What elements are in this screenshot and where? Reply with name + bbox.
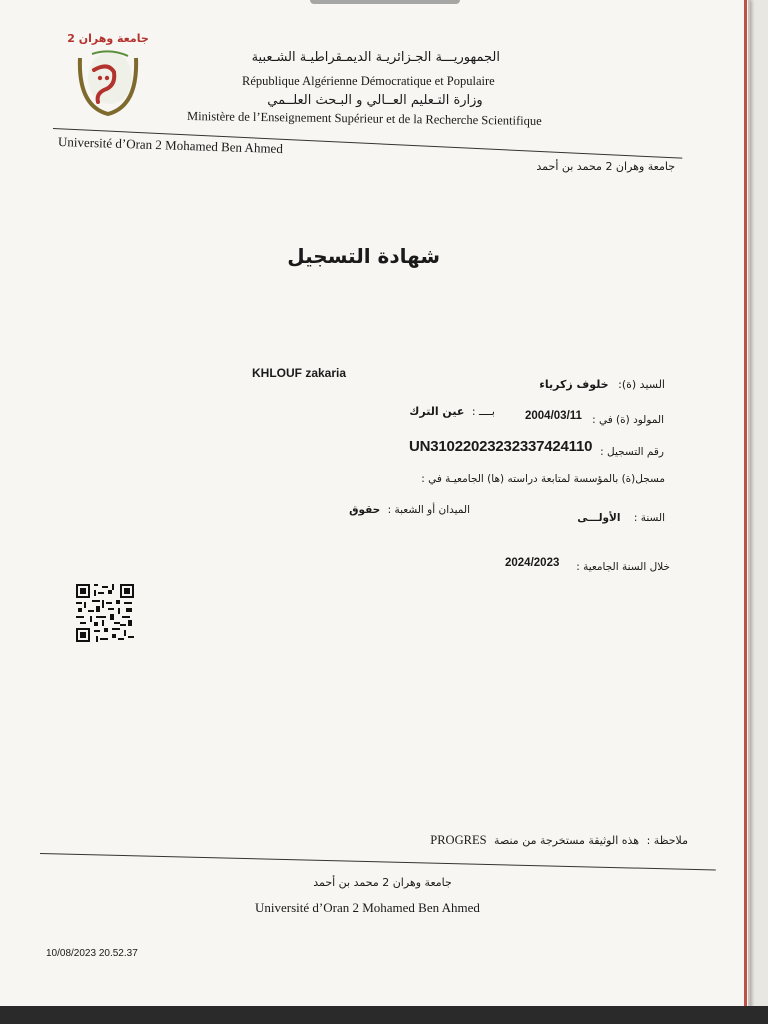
note-row [400,833,688,848]
field-row [349,504,470,516]
enrollment-statement: مسجل(ة) بالمؤسسة لمتابعة دراسته (ها) الجامعيـة في : [421,473,665,485]
university-name-arabic: جامعة وهران 2 محمد بن أحمد [536,160,675,173]
year-row [570,512,665,524]
field-label: الميدان أو الشعبة : [387,504,470,516]
svg-text:جامعة وهران 2: جامعة وهران 2 [67,32,149,45]
note-text: هذه الوثيقة مستخرجة من منصة [494,834,640,847]
footer-university-french: Université d’Oran 2 Mohamed Ben Ahmed [255,900,480,915]
birth-place-value: عين الترك [409,405,465,418]
registration-label: رقم التسجيل : [600,446,664,458]
platform-name: PROGRES [430,833,487,847]
ministry-arabic: وزارة التـعليم العــالي و البـحث العلــمي [267,93,483,108]
university-logo-icon [67,28,149,120]
birth-date-value: 2004/03/11 [525,410,582,422]
academic-year-value: 2024/2023 [505,557,560,569]
academic-year-label: خلال السنة الجامعية : [576,561,670,573]
page-edge-mark [744,0,747,1010]
qr-code-icon [76,584,134,642]
birth-place-label: بــــ : [471,405,495,418]
student-name-latin: KHLOUF zakaria [252,366,347,380]
year-value: الأولـــى [577,512,621,524]
name-label: السيد (ة): [618,378,665,391]
birth-date-label: المولود (ة) في : [592,414,664,426]
university-name-french: Université d’Oran 2 Mohamed Ben Ahmed [57,134,284,157]
year-label: السنة : [633,512,665,524]
print-timestamp: 10/08/2023 20.52.37 [46,948,138,959]
certificate-title: شهادة التسجيل [287,244,440,268]
scan-border [0,1006,768,1024]
scan-artifact [310,0,460,4]
birth-place-row [405,405,495,418]
republic-french: République Algérienne Démocratique et Populaire [242,74,495,88]
note-label: ملاحظة : [646,834,688,847]
student-name-arabic: خلوف زكرياء [539,378,609,391]
name-row [500,378,665,391]
republic-arabic: الجمهوريـــة الجـزائريـة الديمـقراطيـة الشـعبية [251,50,500,65]
ministry-french: Ministère de l’Enseignement Supérieur et de la Recherche Scientifique [186,109,542,128]
footer-university-arabic: جامعة وهران 2 محمد بن أحمد [313,876,452,889]
field-value: حقوق [349,504,381,516]
registration-number: UN31022023232337424110 [409,438,593,455]
